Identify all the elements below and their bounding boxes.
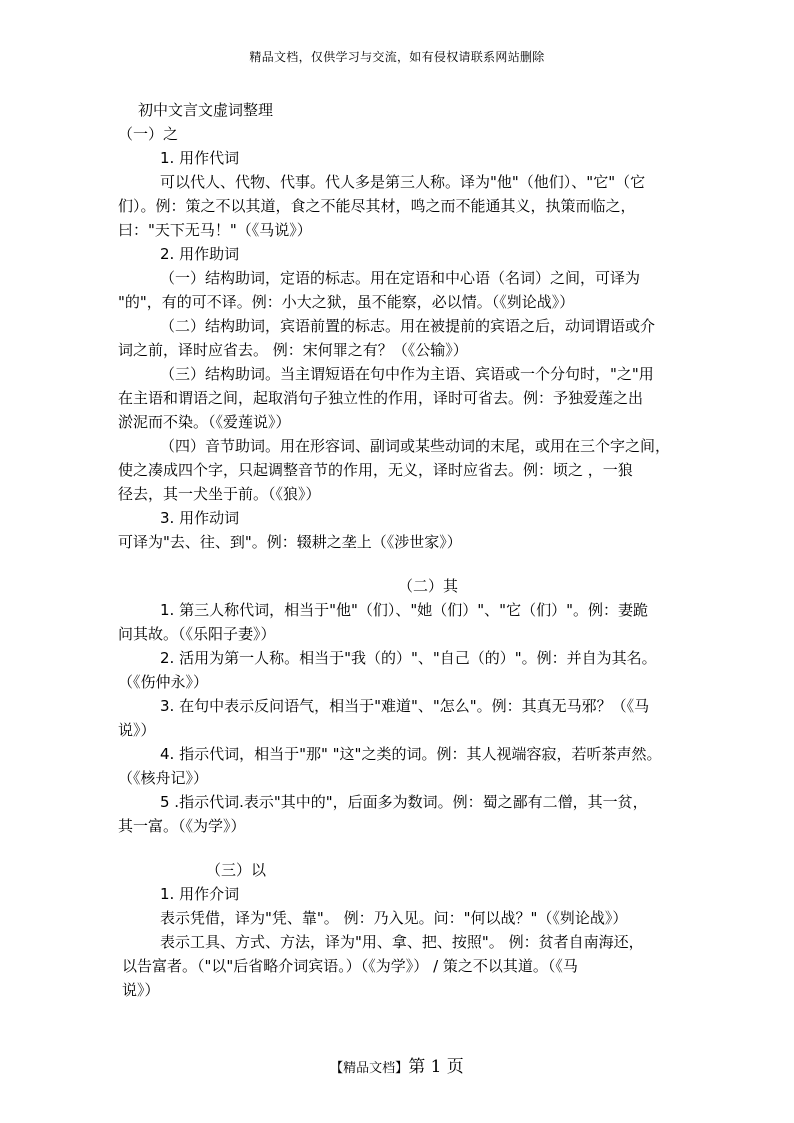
text-line: 问其故。（《乐阳子妻》）	[118, 625, 276, 643]
text-line: 4. 指示代词，相当于"那" "这"之类的词。例：其人视端容寂，若听茶声然。	[160, 745, 662, 763]
text-line: 表示工具、方式、方法，译为"用、拿、把、按照"。 例：贫者自南海还，	[160, 933, 644, 951]
text-line: 曰："天下无马！"（《马说》）	[118, 221, 312, 239]
text-line: （三）以	[206, 861, 267, 879]
text-line: 1. 用作代词	[160, 149, 240, 167]
text-line: （一）之	[118, 125, 179, 143]
text-line: 淤泥而不染。（《爱莲说》）	[118, 413, 291, 431]
text-line: （三）结构助词。当主谓短语在句中作为主语、宾语或一个分句时，"之"用	[160, 365, 654, 383]
text-line: 径去，其一犬坐于前。（《狼》）	[118, 485, 321, 503]
document-body	[118, 98, 680, 1002]
text-line: 5 .指示代词.表示"其中的"，后面多为数词。例：蜀之鄙有二僧，其一贫，	[160, 793, 648, 811]
text-line: 使之凑成四个字，只起调整音节的作用，无义，译时应省去。例：顷之 ，一狼	[118, 461, 633, 479]
blank-line	[118, 838, 680, 858]
text-line: 3. 在句中表示反问语气，相当于"难道"、"怎么"。例：其真无马邪？（《马	[160, 697, 650, 715]
text-line: "的"，有的可不译。例：小大之狱，虽不能察，必以情。（《刿论战》）	[118, 293, 575, 311]
text-line: 可以代人、代物、代事。代人多是第三人称。译为"他"（他们）、"它"（它	[160, 173, 646, 191]
text-line: （二）其	[398, 577, 459, 595]
text-line: 表示凭借，译为"凭、靠"。 例：乃入见。问："何以战？"（《刿论战》）	[160, 909, 628, 927]
text-line: 3. 用作动词	[160, 509, 240, 527]
text-line: （二）结构助词，宾语前置的标志。用在被提前的宾语之后，动词谓语或介	[160, 317, 656, 335]
text-line: 2. 活用为第一人称。相当于"我（的）"、"自己（的）"。例：并自为其名。	[160, 649, 657, 667]
text-line: 2. 用作助词	[160, 245, 240, 263]
page-number: 第 1 页	[408, 1057, 464, 1077]
text-line: 说》）	[118, 721, 156, 739]
page-footer	[0, 1052, 794, 1077]
text-line: 1. 第三人称代词，相当于"他"（们）、"她（们）"、"它（们）"。例：妻跪	[160, 601, 648, 619]
text-line: （《核舟记》）	[118, 769, 209, 787]
blank-line	[118, 554, 680, 574]
text-line: 以告富者。（"以"后省略介词宾语。）（《为学》） / 策之不以其道。（《马	[122, 957, 578, 975]
text-line: 在主语和谓语之间，起取消句子独立性的作用，译时可省去。例：予独爱莲之出	[118, 389, 644, 407]
text-line: （四）音节助词。用在形容词、副词或某些动词的末尾，或用在三个字之间，	[160, 437, 671, 455]
text-line: 词之前，译时应省去。 例：宋何罪之有？（《公输》）	[118, 341, 468, 359]
text-line: 其一富。（《为学》）	[118, 817, 246, 835]
footer-prefix: 【精品文档】	[330, 1061, 409, 1076]
text-line: （一）结构助词，定语的标志。用在定语和中心语（名词）之间，可译为	[160, 269, 641, 287]
text-line: 们）。例：策之不以其道，食之不能尽其材，鸣之而不能通其义，执策而临之，	[118, 197, 636, 215]
text-line: 说》）	[122, 981, 160, 999]
text-line: 初中文言文虚词整理	[138, 101, 274, 119]
text-line: 可译为"去、往、到"。例：辍耕之垄上（《涉世家》）	[118, 533, 462, 551]
text-line: （《伤仲永》）	[118, 673, 209, 691]
page-header: 精品文档，仅供学习与交流，如有侵权请联系网站删除	[249, 50, 545, 64]
text-line: 1. 用作介词	[160, 885, 240, 903]
